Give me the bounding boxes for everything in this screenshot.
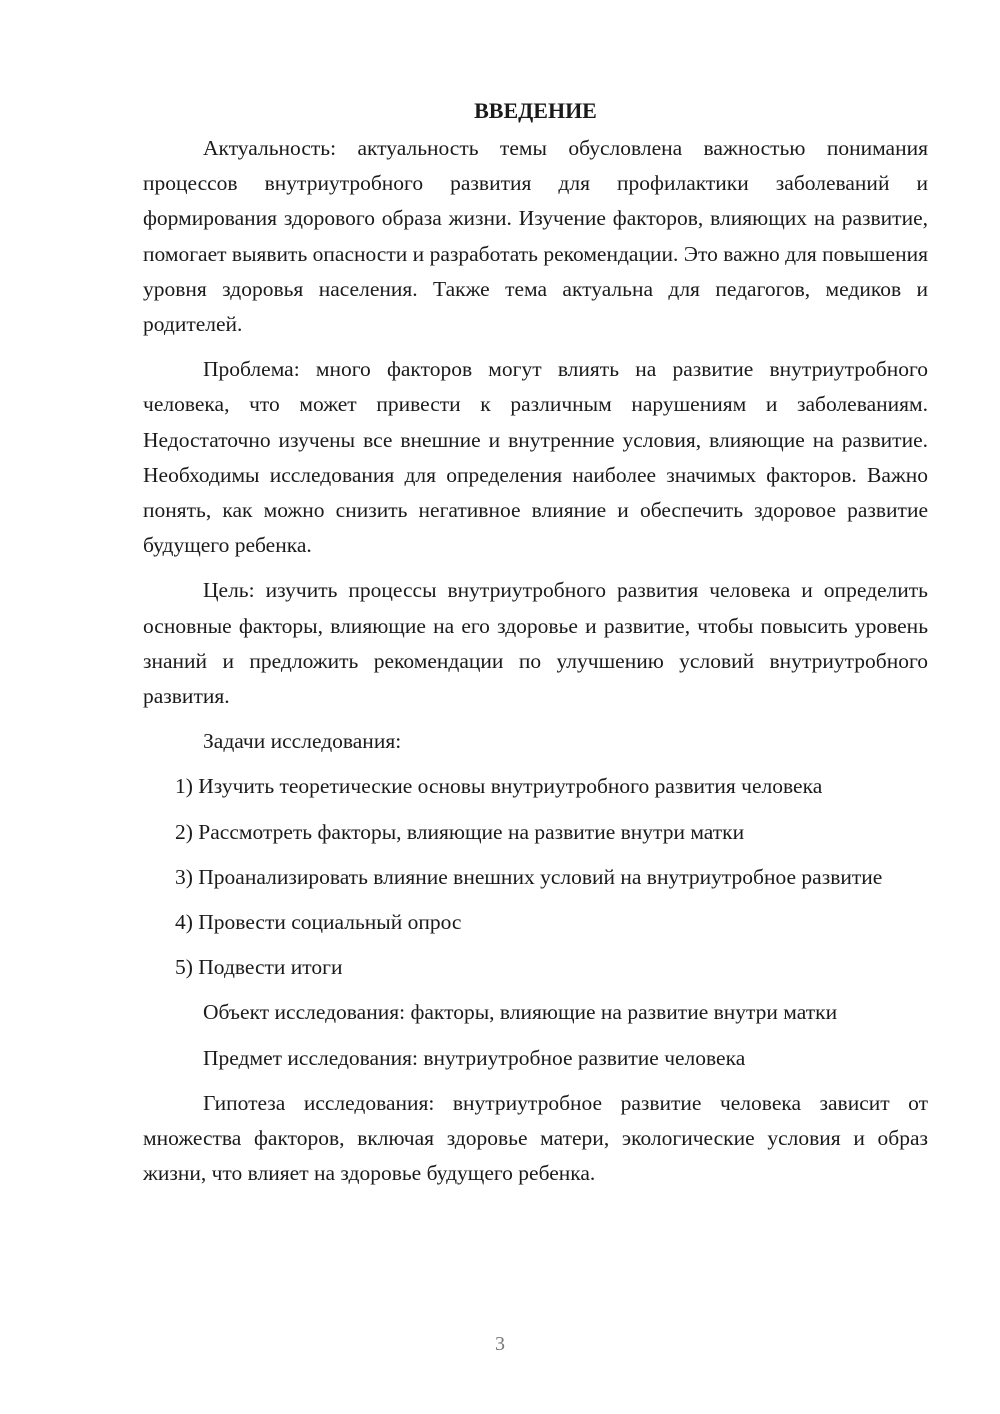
page-number: 3 bbox=[495, 1333, 505, 1355]
page-title: ВВЕДЕНИЕ bbox=[474, 98, 597, 123]
task-item-4: 4) Провести социальный опрос bbox=[175, 910, 462, 935]
task-item-3: 3) Проанализировать влияние внешних условий на внутриутробное развитие bbox=[175, 864, 883, 889]
document-page bbox=[143, 96, 928, 1201]
paragraph-subject: Предмет исследования: внутриутробное развитие человека bbox=[203, 1045, 746, 1070]
task-item-1: 1) Изучить теоретические основы внутриутробного развития человека bbox=[175, 774, 823, 799]
paragraph-hypothesis: Гипотеза исследования: внутриутробное развитие человека зависит от множества факторов, включая здоровье матери, экологические условия и образ жизни, что влияет на здоровье будущего ребенка. bbox=[143, 1090, 928, 1186]
paragraph-goal: Цель: изучить процессы внутриутробного развития человека и определить основные факторы, влияющие на его здоровье и развитие, чтобы повысить уровень знаний и предложить рекомендации по улучшению условий внутриутробного развития. bbox=[143, 578, 928, 709]
paragraph-relevance: Актуальность: актуальность темы обусловлена важностью понимания процессов внутриутробного развития для профилактики заболеваний и формирования здорового образа жизни. Изучение факторов, влияющих на развитие, помогает выявить опасности и разработать рекомендации. Это важно для повышения уровня здоровья населения. Также тема актуальна для педагогов, медиков и родителей. bbox=[143, 136, 928, 337]
task-item-5: 5) Подвести итоги bbox=[175, 955, 343, 980]
tasks-heading: Задачи исследования: bbox=[203, 729, 402, 754]
paragraph-problem: Проблема: много факторов могут влиять на развитие внутриутробного человека, что может привести к различным нарушениям и заболеваниям. Недостаточно изучены все внешние и внутренние условия, влияющие на развитие. Необходимы исследования для определения наиболее значимых факторов. Важно понять, как можно снизить негативное влияние и обеспечить здоровое развитие будущего ребенка. bbox=[143, 357, 928, 558]
task-item-2: 2) Рассмотреть факторы, влияющие на развитие внутри матки bbox=[175, 819, 745, 844]
paragraph-object: Объект исследования: факторы, влияющие на развитие внутри матки bbox=[203, 1000, 838, 1025]
